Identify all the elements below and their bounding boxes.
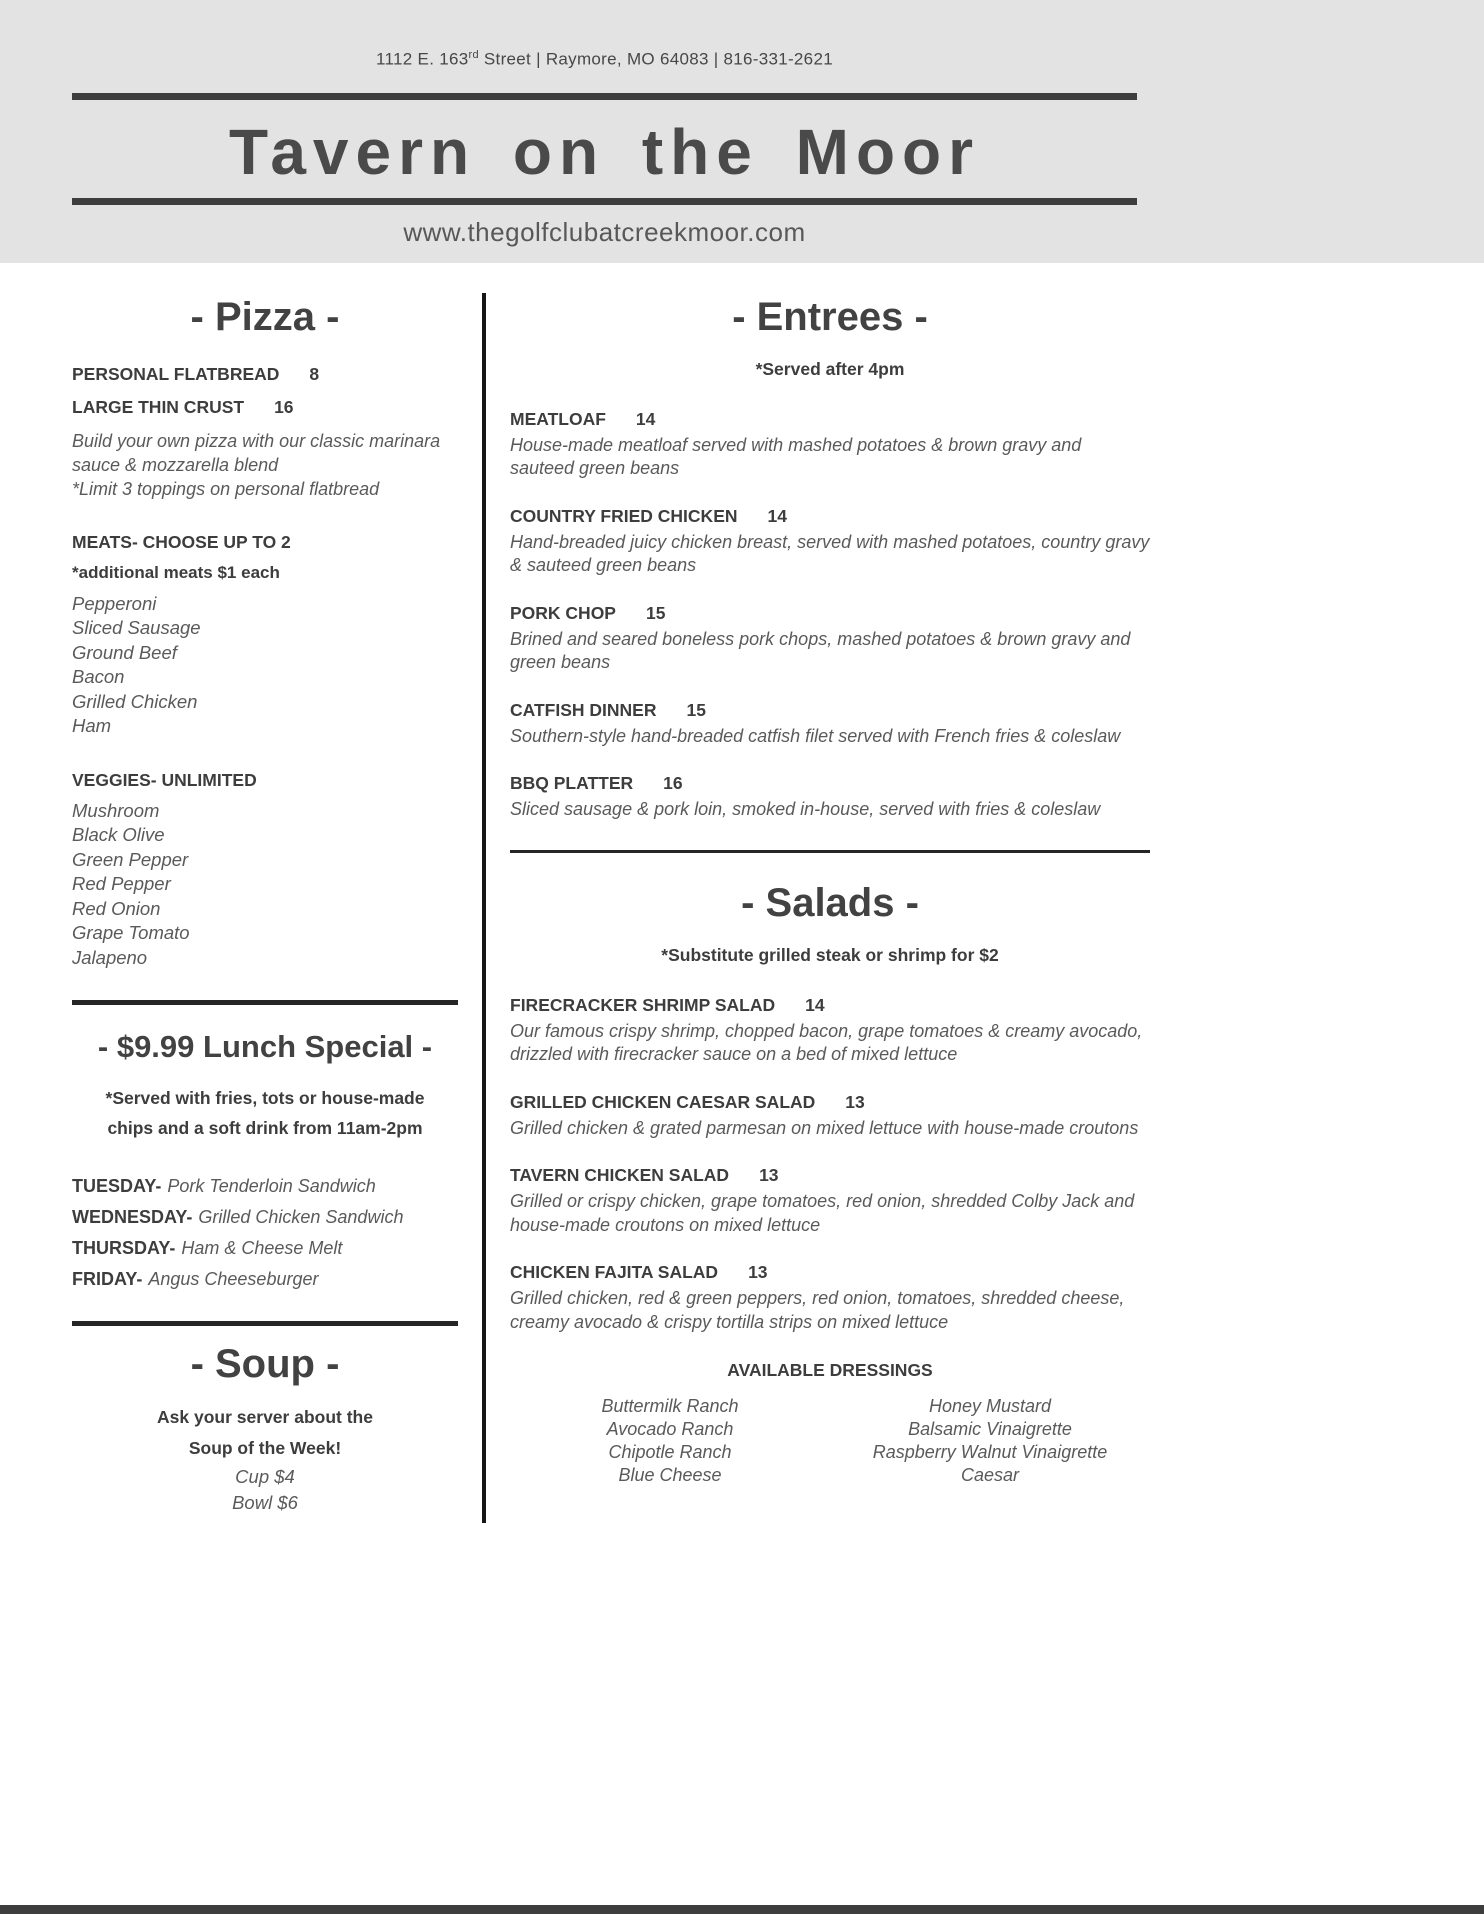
header-inner [72, 44, 1137, 249]
lunch-note-line: *Served with fries, tots or house-made [105, 1088, 425, 1109]
day-name: WEDNESDAY- [72, 1207, 193, 1228]
menu-item-name: TAVERN CHICKEN SALAD [510, 1165, 730, 1186]
menu-item-header [510, 408, 1150, 430]
menu-item-header [510, 772, 1150, 794]
menu-item-description: Grilled chicken, red & green peppers, red onion, tomatoes, shredded cheese, creamy avocado & crispy tortilla strips on mixed lettuce [510, 1288, 1125, 1332]
menu-item-name: PORK CHOP [510, 602, 616, 623]
day-item: Angus Cheeseburger [148, 1269, 319, 1290]
menu-item-description: Grilled chicken & grated parmesan on mixed lettuce with house-made croutons [510, 1117, 1139, 1138]
day-name: TUESDAY- [72, 1176, 162, 1197]
right-column [510, 293, 1150, 1523]
section-divider [72, 1321, 458, 1326]
dressing-item: Buttermilk Ranch [601, 1396, 739, 1417]
page-title: Tavern on the Moor [228, 115, 981, 188]
soup-note [72, 1402, 458, 1464]
meats-heading: MEATS- CHOOSE UP TO 2 [72, 531, 291, 552]
menu-item [510, 1091, 1150, 1141]
menu-item-price: 15 [645, 602, 666, 623]
meats-note: *additional meats $1 each [72, 562, 280, 582]
menu-item-name: CHICKEN FAJITA SALAD [510, 1262, 719, 1283]
menu-item-name: MEATLOAF [510, 408, 606, 429]
menu-item-header [510, 994, 1150, 1016]
dressing-item: Raspberry Walnut Vinaigrette [872, 1442, 1108, 1463]
meats-section [72, 531, 458, 739]
header-band [0, 0, 1484, 263]
menu-item [510, 408, 1150, 481]
address-suffix: Street | Raymore, MO 64083 | 816-331-2621 [478, 49, 833, 69]
address-prefix: 1112 E. 163 [376, 49, 469, 69]
pizza-limit-note: *Limit 3 toppings on personal flatbread [72, 478, 380, 499]
list-item: Black Olive [72, 824, 165, 846]
menu-item-header [510, 1091, 1150, 1113]
menu-item-name: BBQ PLATTER [510, 773, 634, 794]
menu-item-name: CATFISH DINNER [510, 699, 657, 720]
day-name: THURSDAY- [72, 1238, 176, 1259]
menu-item [510, 699, 1150, 749]
menu-item [510, 994, 1150, 1067]
dressing-item: Balsamic Vinaigrette [908, 1419, 1072, 1440]
list-item: Ground Beef [72, 641, 177, 663]
list-item: Ham [72, 715, 112, 737]
lunch-note-line: chips and a soft drink from 11am-2pm [107, 1118, 423, 1139]
pizza-sizes [72, 363, 458, 418]
day-item: Ham & Cheese Melt [181, 1238, 343, 1259]
pizza-size-name: PERSONAL FLATBREAD [72, 363, 280, 384]
menu-item-price: 14 [767, 505, 787, 526]
soup-note-line: Ask your server about the [157, 1407, 373, 1428]
pizza-size-line [72, 396, 458, 418]
menu-item-price: 13 [748, 1262, 768, 1283]
section-divider [72, 1000, 458, 1005]
pizza-size-line [72, 363, 458, 385]
address-ordinal: rd [468, 49, 479, 61]
list-item: Mushroom [72, 799, 160, 821]
menu-item [510, 602, 1150, 675]
menu-item-name: COUNTRY FRIED CHICKEN [510, 505, 738, 526]
menu-item [510, 772, 1150, 822]
dressing-item: Caesar [960, 1465, 1020, 1486]
menu-item-header [510, 1164, 1150, 1186]
entrees-items [510, 408, 1150, 822]
column-divider [482, 293, 486, 1523]
list-item: Bacon [72, 666, 125, 688]
salads-items [510, 994, 1150, 1335]
lunch-special-heading: - $9.99 Lunch Special - [97, 1029, 433, 1065]
dressing-item: Honey Mustard [928, 1396, 1052, 1417]
pizza-size-price: 16 [274, 396, 294, 417]
lunch-days [72, 1171, 458, 1295]
dressings-heading: AVAILABLE DRESSINGS [727, 1360, 933, 1381]
menu-item-description: Hand-breaded juicy chicken breast, served with mashed potatoes, country gravy & sauteed green beans [510, 531, 1150, 576]
dressings-column-left [510, 1395, 830, 1487]
veggies-section [72, 769, 458, 971]
day-name: FRIDAY- [72, 1269, 143, 1290]
list-item: Jalapeno [72, 946, 148, 968]
list-item: Pepperoni [72, 592, 157, 614]
salads-heading: - Salads - [741, 880, 919, 925]
menu-item [510, 1261, 1150, 1334]
menu-item-header [510, 699, 1150, 721]
soup-note-line: Soup of the Week! [188, 1438, 342, 1459]
menu-item-price: 14 [635, 408, 656, 429]
list-item: Grilled Chicken [72, 690, 198, 712]
left-column [72, 293, 458, 1523]
menu-columns [72, 263, 1150, 1523]
bottom-border-bar [0, 1905, 1484, 1914]
entrees-heading: - Entrees - [732, 294, 928, 339]
menu-item-name: FIRECRACKER SHRIMP SALAD [510, 994, 776, 1015]
veggies-list [72, 799, 458, 971]
menu-item-price: 13 [759, 1165, 779, 1186]
soup-bowl-price: Bowl $6 [232, 1492, 298, 1514]
dressings-list [510, 1395, 1150, 1487]
menu-item-description: Southern-style hand-breaded catfish filet served with French fries & coleslaw [510, 725, 1121, 746]
menu-item-description: Grilled or crispy chicken, grape tomatoes, red onion, shredded Colby Jack and house-made croutons on mixed lettuce [510, 1191, 1135, 1235]
menu-item-price: 16 [663, 773, 683, 794]
menu-item-header [510, 505, 1150, 527]
list-item: Red Pepper [72, 873, 171, 895]
section-divider [510, 850, 1150, 853]
dressing-item: Avocado Ranch [606, 1419, 734, 1440]
menu-item-price: 13 [845, 1091, 865, 1112]
day-item: Pork Tenderloin Sandwich [167, 1176, 376, 1197]
salads-note: *Substitute grilled steak or shrimp for $2 [661, 944, 999, 965]
veggies-heading: VEGGIES- UNLIMITED [72, 769, 257, 790]
entrees-note: *Served after 4pm [755, 358, 905, 379]
dressings-column-right [830, 1395, 1150, 1487]
menu-item-description: Sliced sausage & pork loin, smoked in-house, served with fries & coleslaw [510, 799, 1101, 820]
website-url: www.thegolfclubatcreekmoor.com [403, 216, 806, 247]
lunch-day-line [72, 1202, 458, 1233]
menu-item-description: House-made meatloaf served with mashed potatoes & brown gravy and sauteed green beans [510, 434, 1082, 479]
soup-sizes [72, 1464, 458, 1516]
header-rule-top [72, 93, 1137, 100]
menu-item-description: Brined and seared boneless pork chops, mashed potatoes & brown gravy and green beans [510, 628, 1131, 673]
list-item: Green Pepper [72, 848, 189, 870]
soup-cup-price: Cup $4 [235, 1466, 295, 1488]
lunch-special-note [72, 1083, 458, 1143]
pizza-size-price: 8 [309, 363, 320, 384]
day-item: Grilled Chicken Sandwich [198, 1207, 404, 1228]
menu-item-header [510, 602, 1150, 624]
menu-item [510, 505, 1150, 578]
lunch-day-line [72, 1233, 458, 1264]
pizza-description: Build your own pizza with our classic marinara sauce & mozzarella blend [72, 430, 441, 475]
dressing-item: Blue Cheese [618, 1465, 722, 1486]
menu-item-name: GRILLED CHICKEN CAESAR SALAD [510, 1091, 816, 1112]
header-rule-bottom [72, 198, 1137, 205]
menu-item [510, 1164, 1150, 1237]
menu-item-header [510, 1261, 1150, 1283]
pizza-size-name: LARGE THIN CRUST [72, 396, 245, 417]
soup-heading: - Soup - [190, 1342, 340, 1387]
menu-item-price: 15 [686, 699, 706, 720]
restaurant-address [72, 44, 1137, 71]
pizza-heading: - Pizza - [190, 294, 340, 339]
menu-item-description: Our famous crispy shrimp, chopped bacon, grape tomatoes & creamy avocado, drizzled with firecracker sauce on a bed of mixed lettuce [510, 1020, 1143, 1065]
menu-item-price: 14 [805, 994, 825, 1015]
pizza-description-block [72, 429, 458, 501]
dressing-item: Chipotle Ranch [608, 1442, 732, 1463]
list-item: Sliced Sausage [72, 617, 201, 639]
list-item: Red Onion [72, 897, 161, 919]
list-item: Grape Tomato [72, 922, 190, 944]
lunch-day-line [72, 1264, 458, 1295]
meats-list [72, 592, 458, 739]
lunch-day-line [72, 1171, 458, 1202]
